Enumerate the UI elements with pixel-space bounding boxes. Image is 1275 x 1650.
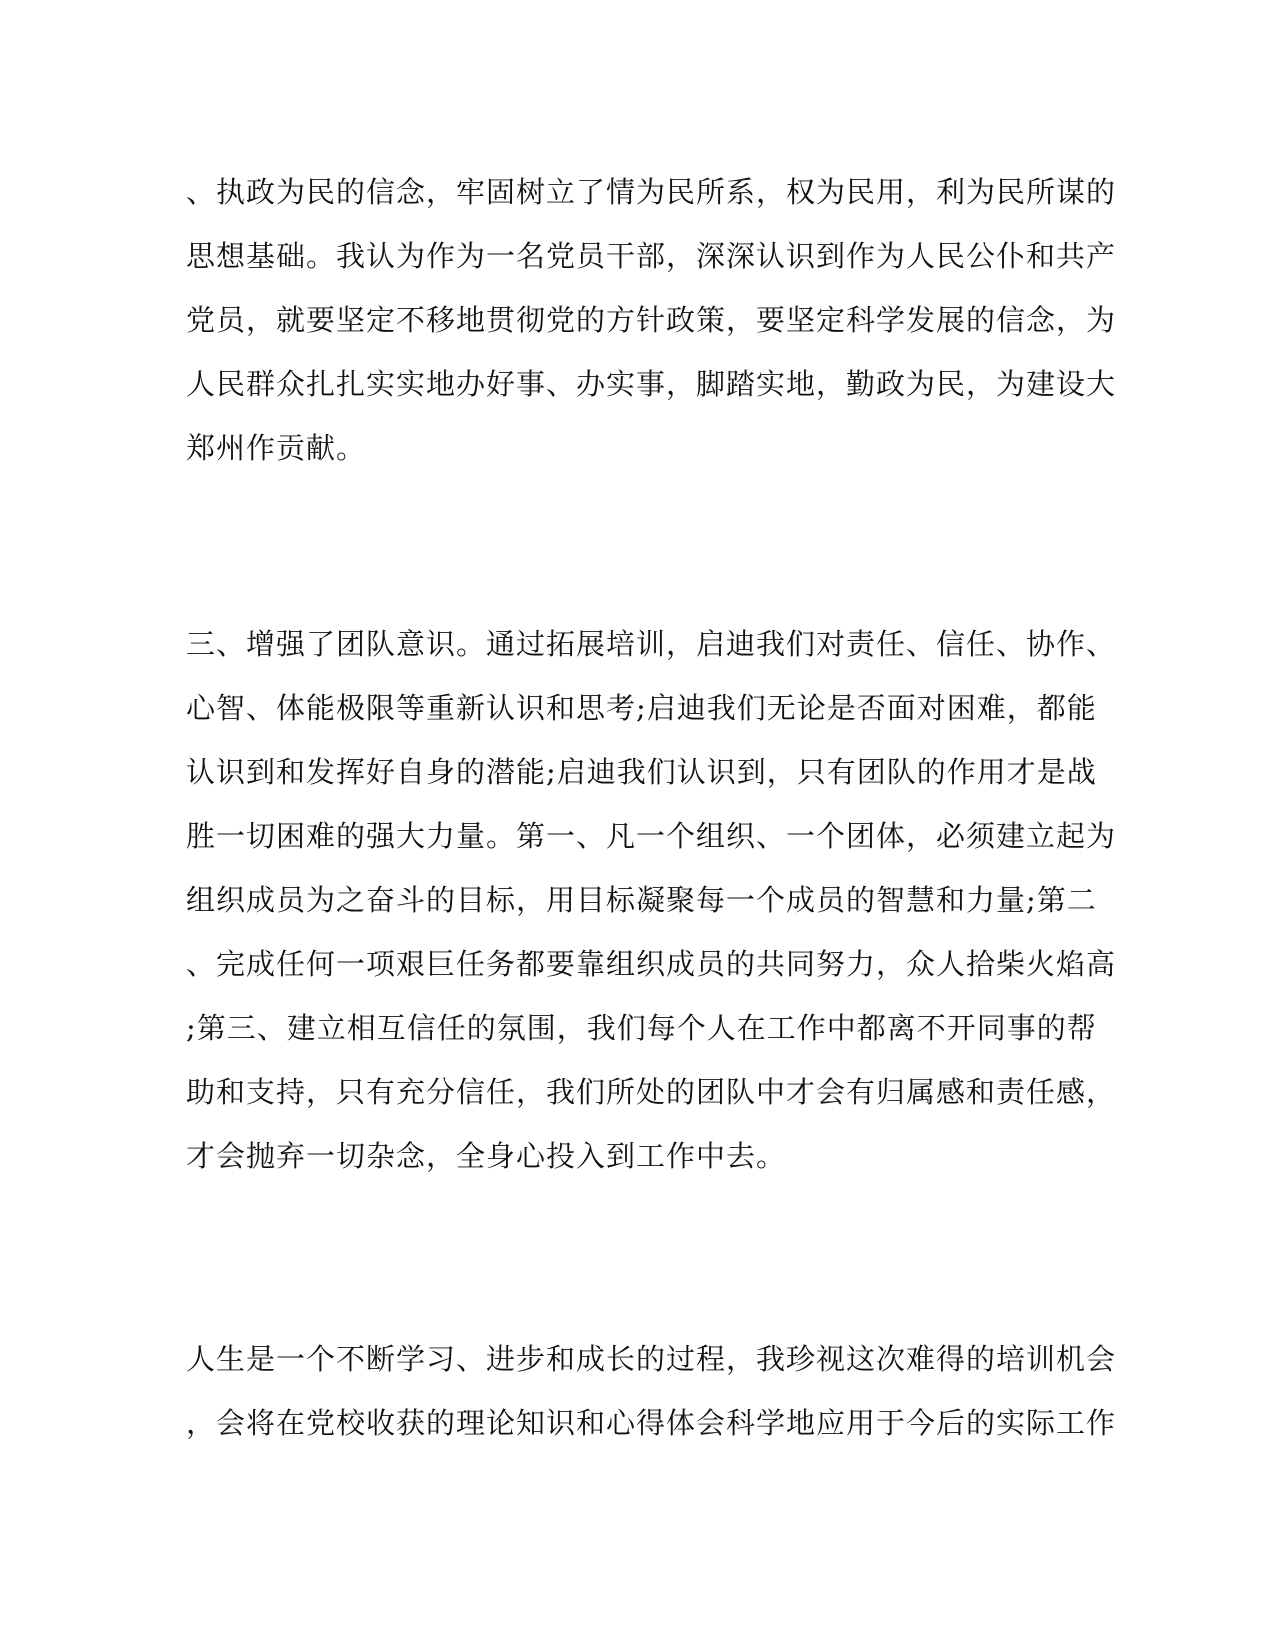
text-line: 、执政为民的信念，牢固树立了情为民所系，权为民用，利为民所谋的 bbox=[186, 175, 1117, 209]
paragraph-team-awareness bbox=[186, 612, 1117, 1188]
text-line: 人生是一个不断学习、进步和成长的过程，我珍视这次难得的培训机会 bbox=[186, 1342, 1117, 1376]
paragraph-belief bbox=[186, 160, 1117, 480]
text-line: ，会将在党校收获的理论知识和心得体会科学地应用于今后的实际工作 bbox=[186, 1406, 1117, 1440]
text-line: 三、增强了团队意识。通过拓展培训，启迪我们对责任、信任、协作、 bbox=[186, 627, 1117, 661]
text-line: 心智、体能极限等重新认识和思考;启迪我们无论是否面对困难，都能 bbox=[186, 691, 1097, 725]
text-line: 思想基础。我认为作为一名党员干部，深深认识到作为人民公仆和共产 bbox=[186, 239, 1117, 273]
paragraph-conclusion bbox=[186, 1327, 1117, 1455]
text-line: 党员，就要坚定不移地贯彻党的方针政策，要坚定科学发展的信念，为 bbox=[186, 303, 1117, 337]
text-line: 人民群众扎扎实实地办好事、办实事，脚踏实地，勤政为民，为建设大 bbox=[186, 367, 1117, 401]
text-line: 认识到和发挥好自身的潜能;启迪我们认识到，只有团队的作用才是战 bbox=[186, 755, 1097, 789]
text-line: ;第三、建立相互信任的氛围，我们每个人在工作中都离不开同事的帮 bbox=[186, 1011, 1097, 1045]
text-line: 、完成任何一项艰巨任务都要靠组织成员的共同努力，众人拾柴火焰高 bbox=[186, 947, 1117, 981]
text-line: 组织成员为之奋斗的目标，用目标凝聚每一个成员的智慧和力量;第二 bbox=[186, 883, 1097, 917]
text-line: 胜一切困难的强大力量。第一、凡一个组织、一个团体，必须建立起为 bbox=[186, 819, 1117, 853]
text-line: 郑州作贡献。 bbox=[186, 431, 367, 465]
text-line: 才会抛弃一切杂念，全身心投入到工作中去。 bbox=[186, 1139, 787, 1173]
text-line: 助和支持，只有充分信任，我们所处的团队中才会有归属感和责任感， bbox=[186, 1075, 1117, 1109]
